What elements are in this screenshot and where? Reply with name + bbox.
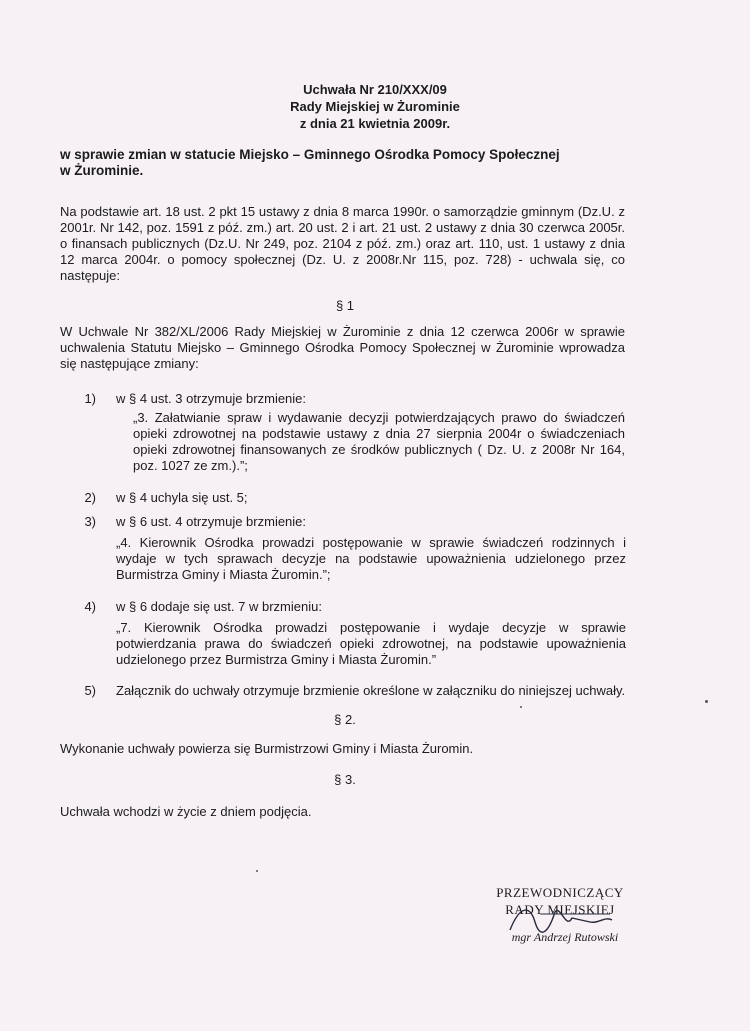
section-3-heading: § 3.: [334, 772, 356, 787]
council-name: Rady Miejskiej w Żurominie: [290, 99, 460, 114]
scan-speck: [256, 870, 258, 872]
item-4-number: 4): [84, 599, 96, 614]
scan-speck: [520, 706, 522, 708]
item-1-quote: „3. Załatwianie spraw i wydawanie decyzji potwierdzających prawo do świadczeń opieki zdrowotnej na podstawie ustawy z dnia 27 sierpnia 2004r o świadczeniach opieki zdrowotnej finansowanych ze środków publicznych ( Dz. U. z 2008r Nr 164, poz. 1027 ze zm.).”;: [133, 410, 625, 473]
section-2-text: Wykonanie uchwały powierza się Burmistrzowi Gminy i Miasta Żuromin.: [60, 741, 474, 756]
item-2-text: w § 4 uchyla się ust. 5;: [116, 490, 248, 505]
item-4-text: w § 6 dodaje się ust. 7 w brzmieniu:: [116, 599, 322, 614]
item-3-text: w § 6 ust. 4 otrzymuje brzmienie:: [116, 514, 307, 529]
section-3-text: Uchwała wchodzi w życie z dniem podjęcia.: [60, 804, 312, 819]
resolution-number: Uchwała Nr 210/XXX/09: [303, 82, 447, 97]
signature-body: RADY MIEJSKIEJ: [505, 902, 615, 917]
item-3-quote: „4. Kierownik Ośrodka prowadzi postępowanie w sprawie świadczeń rodzinnych i wydaje w tych sprawach decyzje na podstawie upoważnienia udzielonego przez Burmistrza Gminy i Miasta Żuromin.”;: [116, 535, 626, 582]
resolution-subject: w sprawie zmian w statucie Miejsko – Gminnego Ośrodka Pomocy Społecznej: [60, 147, 560, 162]
resolution-date: z dnia 21 kwietnia 2009r.: [299, 116, 451, 131]
section-1-intro: W Uchwale Nr 382/XL/2006 Rady Miejskiej w Żurominie z dnia 12 czerwca 2006r w sprawie uchwalenia Statutu Miejsko – Gminnego Ośrodka Pomocy Społecznej w Żurominie wprowadza się następujące zmiany:: [60, 324, 625, 371]
section-2-heading: § 2.: [334, 712, 356, 727]
item-5-text: Załącznik do uchwały otrzymuje brzmienie określone w załączniku do niniejszej uchwały.: [116, 683, 626, 698]
signature-role: PRZEWODNICZĄCY: [496, 885, 624, 900]
resolution-subject-cont: w Żurominie.: [60, 163, 144, 178]
item-1-text: w § 4 ust. 3 otrzymuje brzmienie:: [116, 391, 307, 406]
section-1-heading: § 1: [335, 298, 355, 313]
scan-speck: [705, 700, 708, 703]
signature-name: mgr Andrzej Rutowski: [511, 930, 619, 944]
preamble: Na podstawie art. 18 ust. 2 pkt 15 ustawy z dnia 8 marca 1990r. o samorządzie gminnym (Dz.U. z 2001r. Nr 142, poz. 1591 z póź. zm.) art. 20 ust. 2 i art. 21 ust. 2 ustawy z dnia 30 czerwca 2005r. o finansach publicznych (Dz.U. Nr 249, poz. 2104 z póź. zm.) oraz art. 110, ust. 1 ustawy z dnia 12 marca 2004r. o pomocy społecznej (Dz. U. z 2008r.Nr 115, poz. 728) - uchwala się, co następuje:: [60, 204, 625, 283]
item-2-number: 2): [84, 490, 96, 505]
item-4-quote: „7. Kierownik Ośrodka prowadzi postępowanie i wydaje decyzje w sprawie potwierdzania prawa do świadczeń opieki zdrowotnej, na podstawie upoważnienia udzielonego przez Burmistrza Gminy i Miasta Żuromin.”: [116, 620, 626, 667]
item-5-number: 5): [84, 683, 96, 698]
item-3-number: 3): [84, 514, 96, 529]
item-1-number: 1): [84, 391, 96, 406]
